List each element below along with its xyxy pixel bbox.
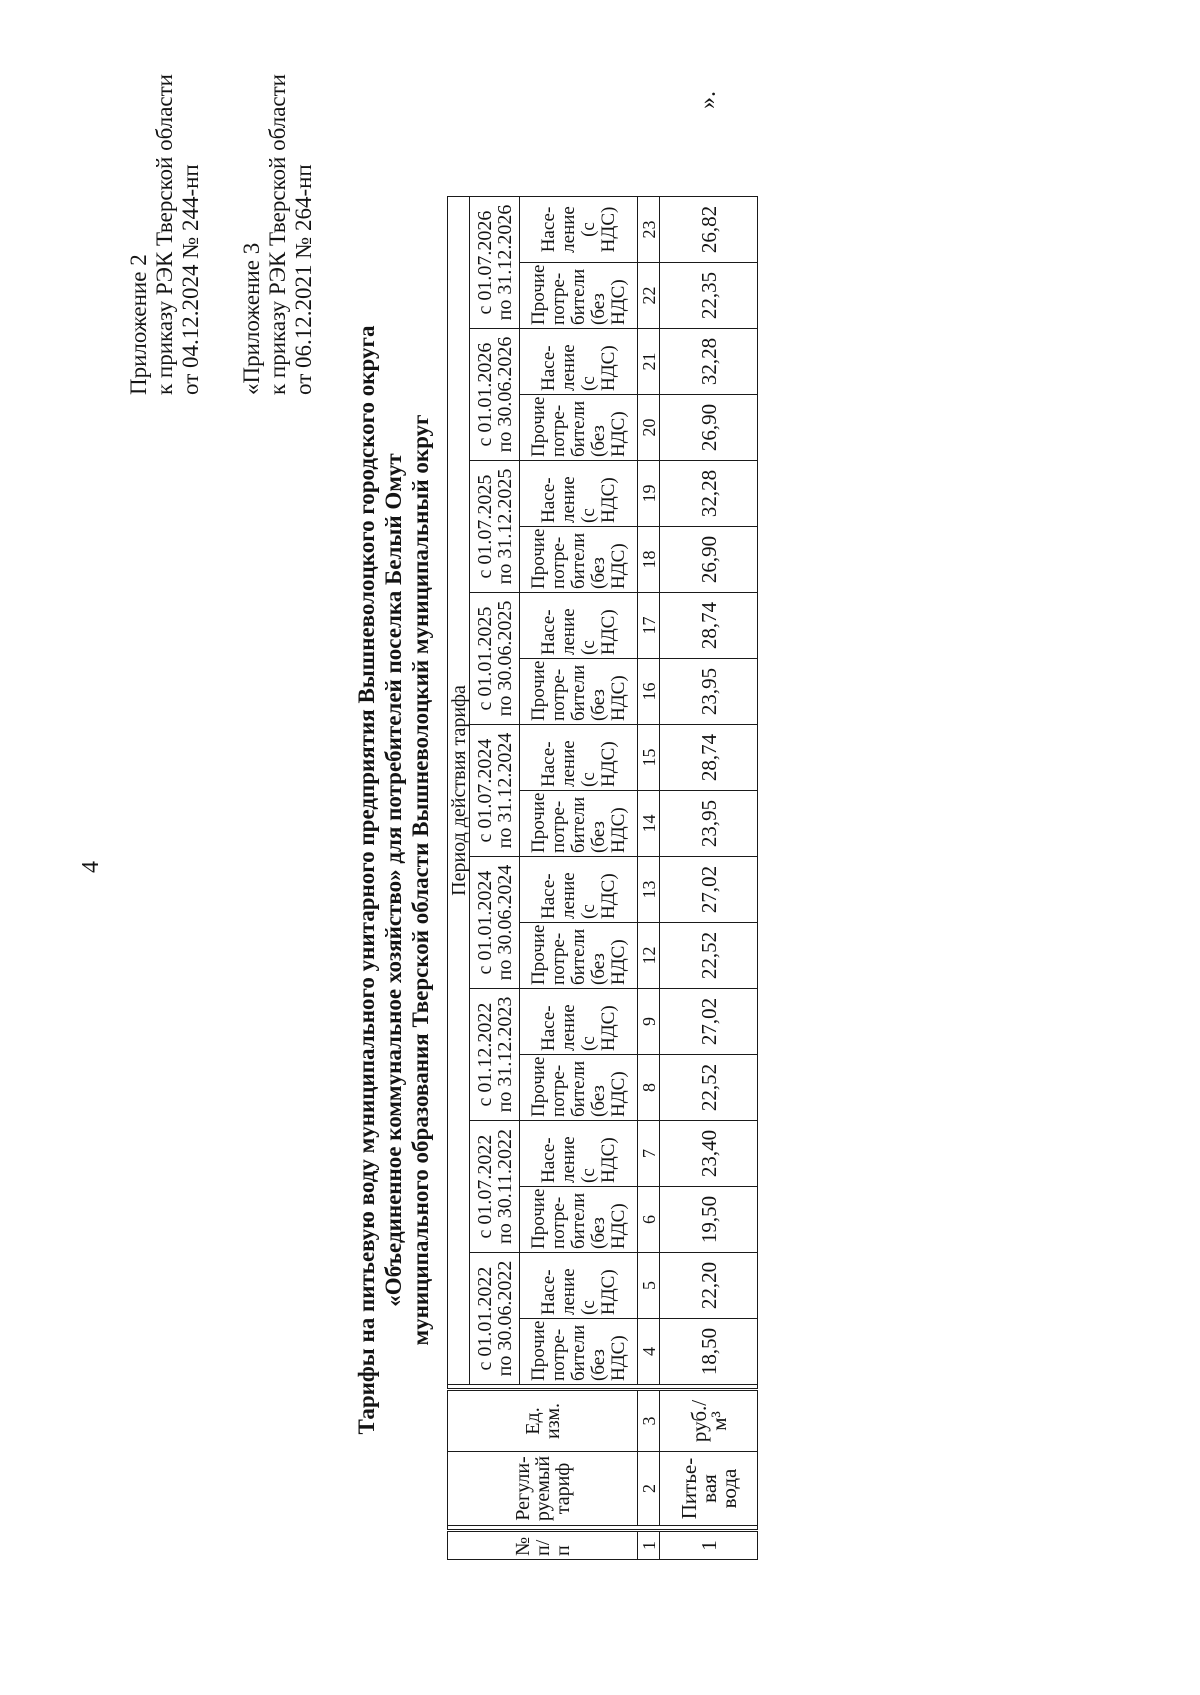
document-title (353, 175, 434, 1585)
col-number: 16 (638, 659, 660, 725)
header-period: Период действия тарифа (448, 197, 470, 1385)
appendix-3-line3: от 06.12.2021 № 264-нп (291, 164, 316, 395)
col-number: 15 (638, 725, 660, 791)
subheader-other: Прочие потре- бители (без НДС) (520, 659, 638, 725)
tariff-value: 22,52 (660, 923, 758, 989)
period-7: с 01.07.2025 по 31.12.2025 (470, 461, 520, 593)
col-number: 18 (638, 527, 660, 593)
header-tariff: Регули- руемый тариф (448, 1452, 638, 1526)
appendix-2-line1: Приложение 2 (126, 254, 151, 395)
header-number: № п/ п (448, 1531, 638, 1560)
subheader-population: Насе- ление (с НДС) (520, 1253, 638, 1319)
tariff-value: 32,28 (660, 461, 758, 527)
tariff-value: 18,50 (660, 1319, 758, 1385)
period-2: с 01.07.2022 по 30.11.2022 (470, 1121, 520, 1253)
row-tariff-name: Питье- вая вода (660, 1452, 758, 1526)
row-unit: руб./ м³ (660, 1390, 758, 1452)
appendix-3-note (239, 74, 317, 395)
title-line3: муниципального образования Тверской области Вышневолоцкий муниципальный округ (408, 414, 433, 1346)
col-number: 2 (638, 1452, 660, 1526)
title-line1: Тарифы на питьевую воду муниципального унитарного предприятия Вышневолоцкого городского округа (354, 325, 379, 1435)
col-number: 20 (638, 395, 660, 461)
appendix-3-line2: к приказу РЭК Тверской области (265, 74, 290, 395)
subheader-population: Насе- ление (с НДС) (520, 197, 638, 263)
subheader-other: Прочие потре- бители (без НДС) (520, 923, 638, 989)
period-8: с 01.01.2026 по 30.06.2026 (470, 329, 520, 461)
subheader-population: Насе- ление (с НДС) (520, 593, 638, 659)
tariff-value: 28,74 (660, 725, 758, 791)
subheader-other: Прочие потре- бители (без НДС) (520, 1187, 638, 1253)
tariff-value: 32,28 (660, 329, 758, 395)
tariff-value: 27,02 (660, 989, 758, 1055)
tariff-value: 22,35 (660, 263, 758, 329)
col-number: 7 (638, 1121, 660, 1187)
tariff-table (447, 196, 758, 1560)
subheader-other: Прочие потре- бители (без НДС) (520, 1319, 638, 1385)
period-3: с 01.12.2022 по 31.12.2023 (470, 989, 520, 1121)
col-number: 22 (638, 263, 660, 329)
page-number: 4 (78, 861, 104, 873)
tariff-value: 22,52 (660, 1055, 758, 1121)
col-number: 14 (638, 791, 660, 857)
tariff-value: 26,82 (660, 197, 758, 263)
appendix-2-note (126, 74, 204, 395)
subheader-population: Насе- ление (с НДС) (520, 989, 638, 1055)
col-number: 5 (638, 1253, 660, 1319)
subheader-population: Насе- ление (с НДС) (520, 1121, 638, 1187)
subheader-other: Прочие потре- бители (без НДС) (520, 791, 638, 857)
period-1: с 01.01.2022 по 30.06.2022 (470, 1253, 520, 1385)
period-9: с 01.07.2026 по 31.12.2026 (470, 197, 520, 329)
tariff-value: 22,20 (660, 1253, 758, 1319)
col-number: 6 (638, 1187, 660, 1253)
header-unit: Ед. изм. (448, 1390, 638, 1452)
period-4: с 01.01.2024 по 30.06.2024 (470, 857, 520, 989)
period-6: с 01.01.2025 по 30.06.2025 (470, 593, 520, 725)
subheader-population: Насе- ление (с НДС) (520, 857, 638, 923)
appendix-2-line3: от 04.12.2024 № 244-нп (178, 164, 203, 395)
col-number: 19 (638, 461, 660, 527)
col-number: 13 (638, 857, 660, 923)
closing-quote-mark: ». (695, 91, 721, 109)
subheader-population: Насе- ление (с НДС) (520, 329, 638, 395)
appendix-3-line1: «Приложение 3 (239, 242, 264, 395)
tariff-value: 23,40 (660, 1121, 758, 1187)
subheader-other: Прочие потре- бители (без НДС) (520, 263, 638, 329)
col-number: 12 (638, 923, 660, 989)
tariff-value: 26,90 (660, 527, 758, 593)
col-number: 17 (638, 593, 660, 659)
subheader-other: Прочие потре- бители (без НДС) (520, 395, 638, 461)
tariff-value: 19,50 (660, 1187, 758, 1253)
col-number: 9 (638, 989, 660, 1055)
tariff-value: 26,90 (660, 395, 758, 461)
table-row (660, 197, 758, 1560)
tariff-value: 27,02 (660, 857, 758, 923)
col-number: 21 (638, 329, 660, 395)
subheader-other: Прочие потре- бители (без НДС) (520, 527, 638, 593)
appendix-2-line2: к приказу РЭК Тверской области (152, 74, 177, 395)
subheader-population: Насе- ление (с НДС) (520, 725, 638, 791)
col-number: 3 (638, 1390, 660, 1452)
row-number: 1 (660, 1531, 758, 1560)
tariff-value: 28,74 (660, 593, 758, 659)
title-line2: «Объединенное коммунальное хозяйство» для потребителей поселка Белый Омут (381, 453, 406, 1307)
col-number: 23 (638, 197, 660, 263)
subheader-population: Насе- ление (с НДС) (520, 461, 638, 527)
subheader-other: Прочие потре- бители (без НДС) (520, 1055, 638, 1121)
col-number: 4 (638, 1319, 660, 1385)
period-5: с 01.07.2024 по 31.12.2024 (470, 725, 520, 857)
tariff-value: 23,95 (660, 659, 758, 725)
col-number: 1 (638, 1531, 660, 1560)
col-number: 8 (638, 1055, 660, 1121)
tariff-value: 23,95 (660, 791, 758, 857)
